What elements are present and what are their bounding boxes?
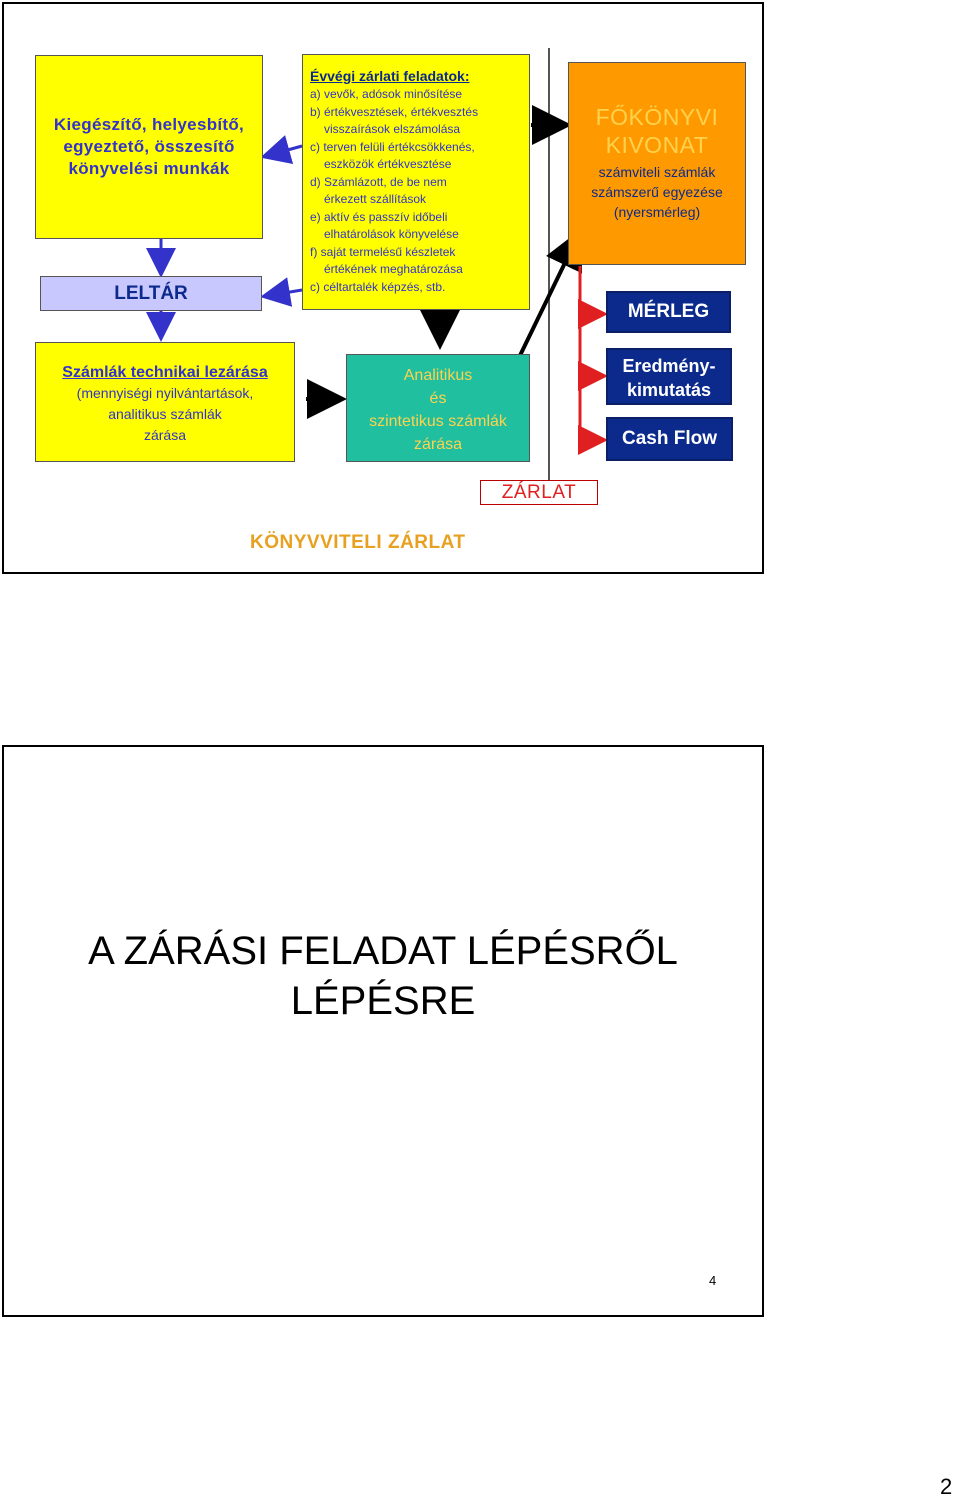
tasks-item: f) saját termelésű készletek <box>310 244 456 259</box>
arrow-tasks-kieg <box>266 146 302 156</box>
analitikus-line: Analitikus <box>403 367 473 384</box>
slide-diagram <box>2 2 764 574</box>
arrow-tasks-leltar <box>266 290 302 296</box>
tasks-item: elhatárolások könyvelése <box>324 227 459 241</box>
fokonyvi-title-1: FŐKÖNYVI <box>595 104 719 130</box>
tasks-item: c) terven felüli értékcsökkenés, <box>310 139 475 154</box>
footer-title: KÖNYVVITELI ZÁRLAT <box>250 532 466 553</box>
page-number: 2 <box>940 1474 953 1499</box>
tasks-item: d) Számlázott, de be nem <box>310 174 447 189</box>
fokonyvi-line: számszerű egyezése <box>591 184 723 200</box>
tasks-item: c) céltartalék képzés, stb. <box>310 279 446 294</box>
slide-title-line-2: LÉPÉSRE <box>290 979 476 1023</box>
eredmeny-line: Eredmény- <box>622 356 716 376</box>
box-tasks <box>302 54 530 310</box>
analitikus-line: szintetikus számlák <box>369 413 507 430</box>
tasks-item: eszközök értékvesztése <box>324 157 452 171</box>
tasks-item: b) értékvesztések, értékvesztés <box>310 104 479 119</box>
tasks-item: a) vevők, adósok minősítése <box>310 87 463 101</box>
box-zarlat <box>480 480 598 505</box>
box-kiegeszito-text: Kiegészítő, helyesbítő, egyeztető, összesítő könyvelési munkák <box>53 115 245 178</box>
merleg-text: MÉRLEG <box>627 301 710 322</box>
eredmeny-line: kimutatás <box>626 380 712 400</box>
technikai-line: (mennyiségi nyilvántartások, <box>76 385 254 401</box>
tasks-title: Évvégi zárlati feladatok: <box>310 68 470 84</box>
fokonyvi-line: számviteli számlák <box>598 164 716 180</box>
tasks-item: értékének meghatározása <box>324 262 463 276</box>
technikai-line: zárása <box>143 427 187 443</box>
cashflow-text: Cash Flow <box>621 428 717 449</box>
tasks-item: érkezett szállítások <box>324 192 427 206</box>
technikai-title: Számlák technikai lezárása <box>62 364 268 381</box>
box-cashflow <box>606 417 733 461</box>
box-leltar-text: LELTÁR <box>114 282 188 304</box>
slide-title-line-1: A ZÁRÁSI FELADAT LÉPÉSRŐL <box>88 929 678 973</box>
analitikus-line: zárása <box>413 436 463 453</box>
tasks-item: visszaírások elszámolása <box>324 122 461 136</box>
tasks-list <box>310 86 523 296</box>
analitikus-line: és <box>429 390 447 407</box>
box-leltar <box>40 276 262 311</box>
box-fokonyvi <box>568 62 746 265</box>
box-kiegeszito <box>35 55 263 239</box>
zarlat-text: ZÁRLAT <box>501 481 577 503</box>
box-eredmeny <box>606 348 732 405</box>
slide-number: 4 <box>709 1273 717 1288</box>
fokonyvi-line: (nyersmérleg) <box>613 204 701 220</box>
tasks-item: e) aktív és passzív időbeli <box>310 209 448 224</box>
technikai-line: analitikus számlák <box>108 406 222 422</box>
box-analitikus <box>346 354 530 462</box>
box-technikai <box>35 342 295 462</box>
slide-title <box>2 745 764 1317</box>
fokonyvi-title-2: KIVONAT <box>605 132 709 158</box>
box-merleg <box>606 291 731 333</box>
